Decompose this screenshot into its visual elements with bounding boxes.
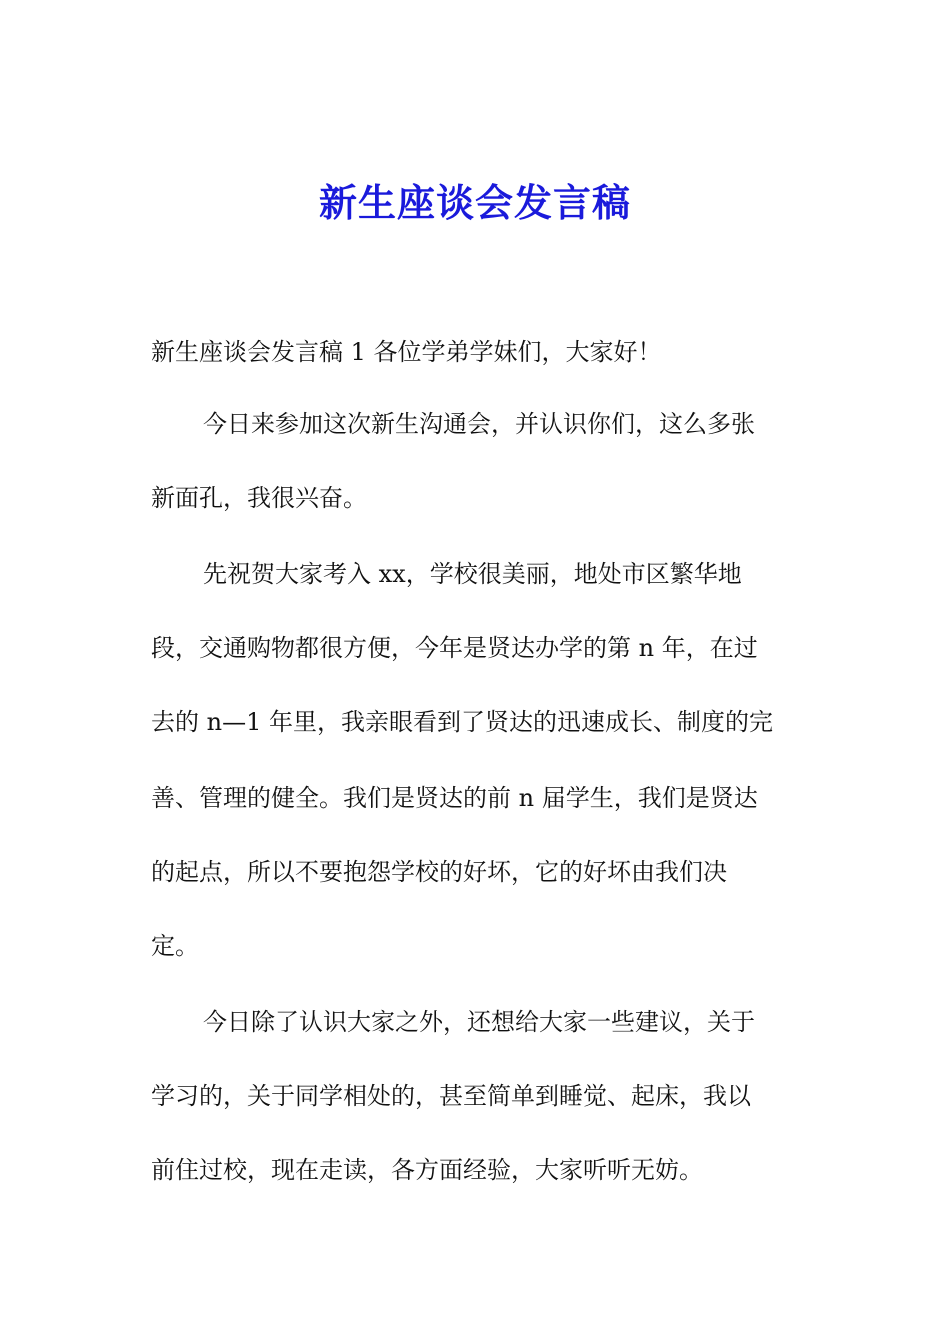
paragraph-line: 的起点，所以不要抱怨学校的好坏，它的好坏由我们决 [151, 858, 727, 886]
paragraph-line: 善、管理的健全。我们是贤达的前 n 届学生，我们是贤达 [151, 784, 758, 812]
paragraph-line: 新生座谈会发言稿 1 各位学弟学妹们，大家好！ [151, 338, 662, 366]
paragraph-line: 今日来参加这次新生沟通会，并认识你们，这么多张 [203, 410, 755, 438]
paragraph-line: 学习的，关于同学相处的，甚至简单到睡觉、起床，我以 [151, 1082, 751, 1110]
paragraph-line: 今日除了认识大家之外，还想给大家一些建议，关于 [203, 1008, 755, 1036]
paragraph-line: 段，交通购物都很方便，今年是贤达办学的第 n 年，在过 [151, 634, 758, 662]
paragraph-line: 先祝贺大家考入 xx，学校很美丽，地处市区繁华地 [203, 560, 742, 588]
paragraph-line: 前住过校，现在走读，各方面经验，大家听听无妨。 [151, 1156, 703, 1184]
paragraph-line: 去的 n—1 年里，我亲眼看到了贤达的迅速成长、制度的完 [151, 708, 773, 736]
paragraph-line: 新面孔，我很兴奋。 [151, 484, 367, 512]
document-title: 新生座谈会发言稿 [318, 180, 631, 225]
paragraph-line: 定。 [151, 932, 199, 960]
